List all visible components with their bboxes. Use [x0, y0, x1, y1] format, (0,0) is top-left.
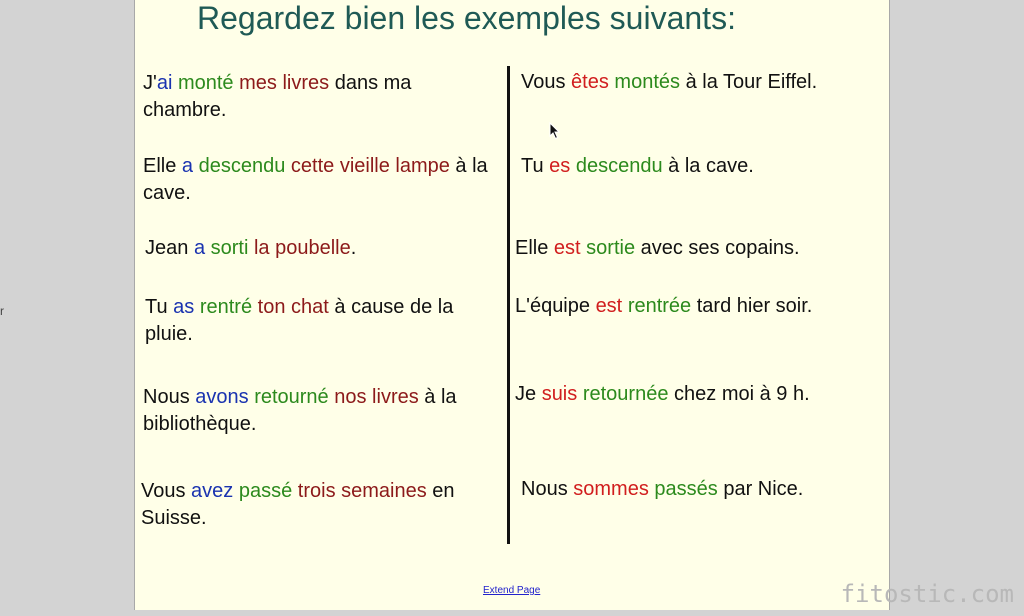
past-participle: sorti	[210, 237, 249, 259]
extend-page-link[interactable]: Extend Page	[483, 585, 541, 596]
past-participle: descendu	[198, 155, 286, 177]
avoir-auxiliary: avez	[191, 480, 234, 502]
past-participle: retourné	[254, 386, 329, 408]
sentence-text: Tu	[145, 296, 174, 318]
past-participle: passés	[654, 478, 718, 500]
past-participle: sortie	[586, 237, 636, 259]
avoir-auxiliary: avons	[195, 386, 249, 408]
direct-object: ton chat	[257, 296, 329, 318]
etre-auxiliary: est	[553, 237, 581, 259]
direct-object: mes livres	[239, 72, 330, 94]
direct-object: trois semaines	[297, 480, 427, 502]
past-participle: monté	[177, 72, 234, 94]
right-sentence	[521, 153, 881, 180]
sentence-text: Elle	[515, 237, 554, 259]
sentence-text: Je	[515, 383, 542, 405]
etre-auxiliary: suis	[541, 383, 578, 405]
sentence-text: Elle	[143, 155, 182, 177]
avoir-auxiliary: a	[193, 237, 206, 259]
watermark: fitostic.com	[840, 580, 1014, 608]
column-divider	[507, 66, 510, 544]
left-sentence	[145, 235, 500, 262]
etre-auxiliary: êtes	[571, 71, 609, 93]
mouse-cursor-icon	[549, 122, 561, 140]
edge-mark: r	[0, 304, 4, 318]
direct-object: nos livres	[334, 386, 419, 408]
document-page	[134, 0, 890, 610]
sentence-text: à la bibliothèque.	[143, 386, 457, 435]
sentence-text: Vous	[141, 480, 192, 502]
page-title: Regardez bien les exemples suivants:	[197, 0, 736, 36]
right-sentence	[521, 69, 881, 96]
sentence-text: J'	[143, 72, 157, 94]
sentence-text: Nous	[143, 386, 196, 408]
avoir-auxiliary: ai	[156, 72, 173, 94]
left-sentence	[143, 70, 498, 124]
left-sentence	[145, 294, 500, 348]
etre-auxiliary: sommes	[573, 478, 649, 500]
sentence-text: Jean	[145, 237, 194, 259]
sentence-text: par Nice.	[717, 478, 804, 500]
sentence-text: Tu	[521, 155, 550, 177]
avoir-auxiliary: as	[173, 296, 195, 318]
sentence-text: tard hier soir.	[691, 295, 813, 317]
sentence-text: en Suisse.	[141, 480, 455, 529]
past-participle: passé	[238, 480, 293, 502]
sentence-text: chez moi à 9 h.	[668, 383, 810, 405]
past-participle: retournée	[582, 383, 669, 405]
sentence-text: à cause de la pluie.	[145, 296, 454, 345]
etre-auxiliary: est	[595, 295, 623, 317]
past-participle: descendu	[575, 155, 663, 177]
sentence-text: à la Tour Eiffel.	[680, 71, 818, 93]
right-sentence	[515, 235, 875, 262]
sentence-text: avec ses copains.	[635, 237, 800, 259]
avoir-auxiliary: a	[181, 155, 194, 177]
sentence-text: à la cave.	[143, 155, 488, 204]
past-participle: montés	[614, 71, 681, 93]
direct-object: cette vieille lampe	[290, 155, 450, 177]
left-sentence	[141, 478, 496, 532]
sentence-text: dans ma chambre.	[143, 72, 412, 121]
left-sentence	[143, 384, 498, 438]
right-sentence	[521, 476, 881, 503]
past-participle: rentré	[199, 296, 253, 318]
direct-object: la poubelle	[253, 237, 351, 259]
sentence-text: L'équipe	[515, 295, 596, 317]
sentence-text: .	[350, 237, 357, 259]
etre-auxiliary: es	[549, 155, 571, 177]
sentence-text: Nous	[521, 478, 574, 500]
right-sentence	[515, 293, 875, 320]
sentence-text: à la cave.	[662, 155, 754, 177]
left-sentence	[143, 153, 498, 207]
right-sentence	[515, 381, 875, 408]
past-participle: rentrée	[627, 295, 692, 317]
sentence-text: Vous	[521, 71, 572, 93]
